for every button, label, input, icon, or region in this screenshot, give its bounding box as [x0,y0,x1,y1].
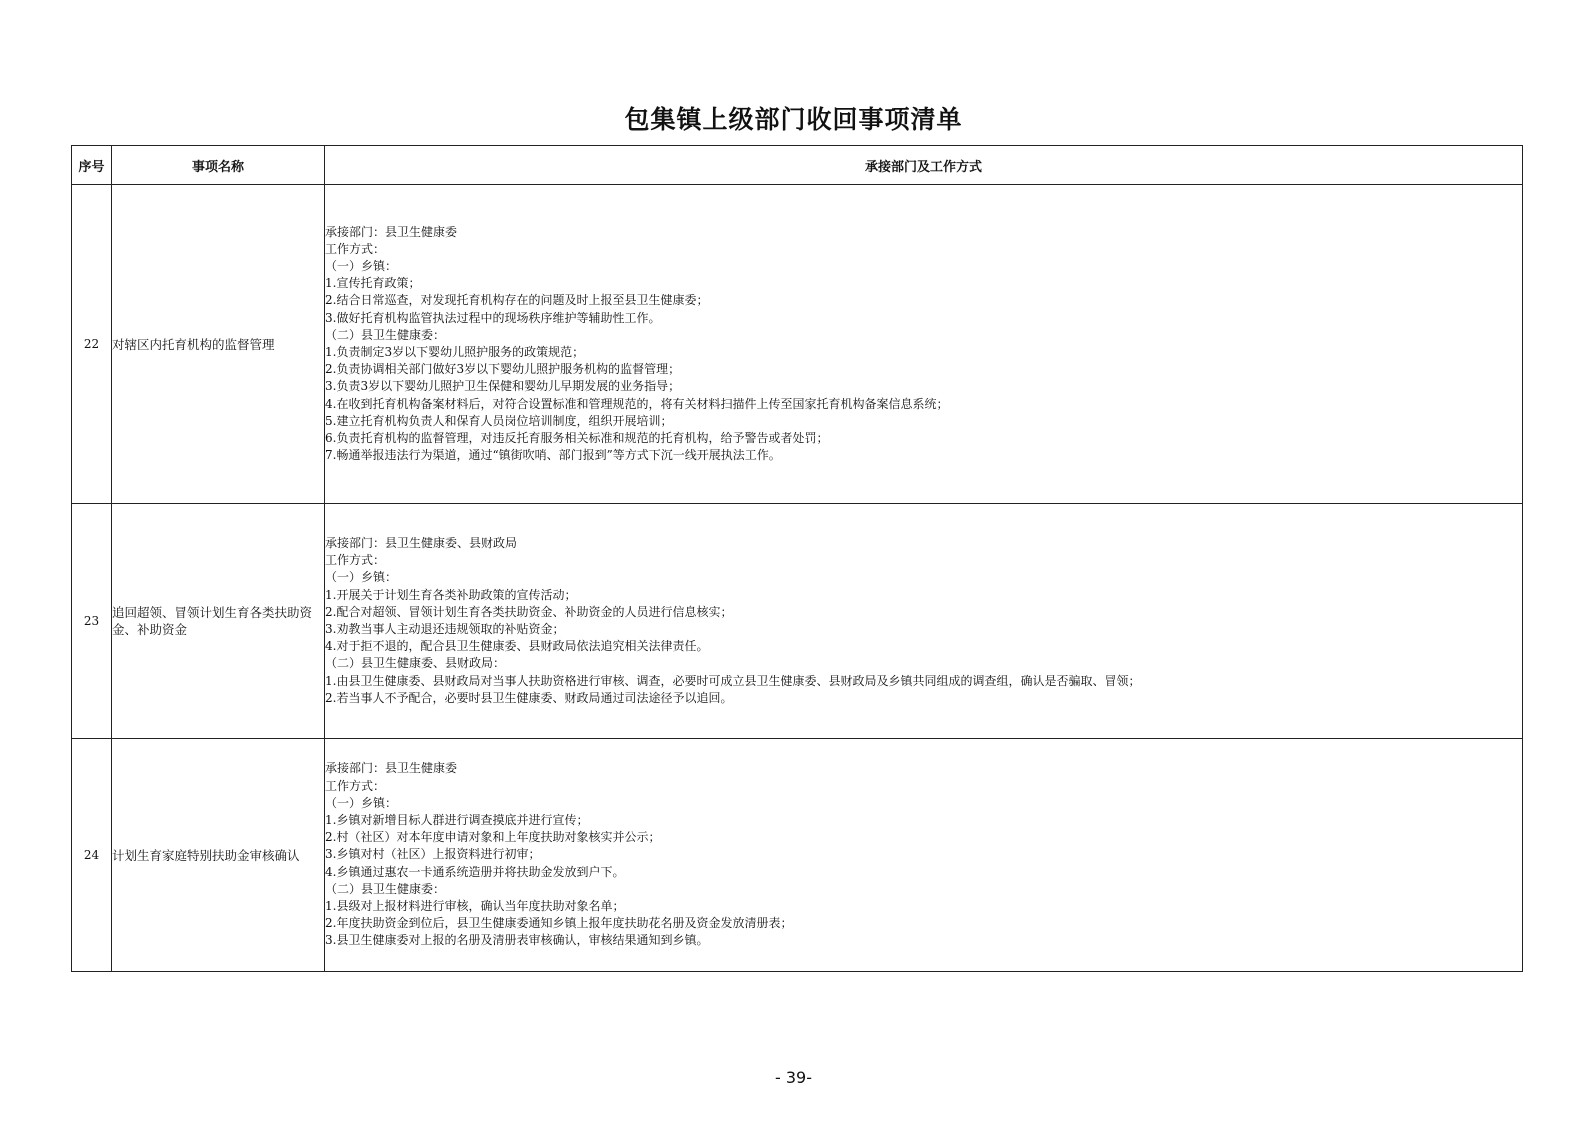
row-number: 22 [72,185,112,504]
detail-line: 2.配合对超领、冒领计划生育各类扶助资金、补助资金的人员进行信息核实； [325,604,733,619]
detail-line: 1.宣传托育政策； [325,276,421,291]
detail-line: 1.县级对上报材料进行审核，确认当年度扶助对象名单； [325,899,625,913]
detail-line: 4.乡镇通过惠农一卡通系统造册并将扶助金发放到户下。 [325,864,625,879]
row-number: 23 [72,504,112,739]
detail-line: 3.县卫生健康委对上报的名册及清册表审核确认，审核结果通知到乡镇。 [325,933,709,948]
detail-line: 3.负责3岁以下婴幼儿照护卫生保健和婴幼儿早期发展的业务指导； [325,379,681,394]
table-row [72,504,1523,739]
detail-line: （二）县卫生健康委： [325,327,446,342]
detail-line: 3.劝教当事人主动退还违规领取的补贴资金； [325,622,565,636]
detail-line: 6.负责托育机构的监督管理，对违反托育服务相关标准和规范的托育机构，给予警告或者处罚； [325,431,829,446]
detail-line: （二）县卫生健康委： [325,881,446,896]
detail-line: 1.乡镇对新增目标人群进行调查摸底并进行宣传； [325,812,589,827]
detail-line: 2.负责协调相关部门做好3岁以下婴幼儿照护服务机构的监督管理； [325,362,681,377]
detail-line: 承接部门：县卫生健康委 [325,224,458,239]
detail-line: 4.对于拒不退的，配合县卫生健康委、县财政局依法追究相关法律责任。 [325,639,709,654]
detail-line: 5.建立托育机构负责人和保育人员岗位培训制度，组织开展培训； [325,413,673,428]
detail-line: 承接部门：县卫生健康委 [325,761,458,776]
item-detail [325,504,1523,739]
detail-line: 7.畅通举报违法行为渠道，通过“镇街吹哨、部门报到”等方式下沉一线开展执法工作。 [325,448,781,463]
detail-line: 工作方式： [325,778,386,793]
table-header-row [72,146,1523,185]
row-number: 24 [72,739,112,972]
page-title: 包集镇上级部门收回事项清单 [624,105,963,134]
detail-line: 承接部门：县卫生健康委、县财政局 [325,535,518,550]
detail-line: 2.年度扶助资金到位后，县卫生健康委通知乡镇上报年度扶助花名册及资金发放清册表； [325,916,793,931]
detail-line: 工作方式： [325,553,386,568]
detail-line: （一）乡镇： [325,258,398,273]
detail-line: （二）县卫生健康委、县财政局： [325,656,506,671]
detail-line: 1.由县卫生健康委、县财政局对当事人扶助资格进行审核、调查，必要时可成立县卫生健康委、县财政局及乡镇共同组成的调查组，确认是否骗取、冒领； [325,673,1141,688]
detail-line: （一）乡镇： [325,795,398,810]
detail-line: 1.开展关于计划生育各类补助政策的宣传活动； [325,587,577,602]
page-number: - 39- [775,1068,812,1087]
table-row [72,185,1523,504]
item-name: 对辖区内托育机构的监督管理 [112,185,325,504]
item-detail [325,185,1523,504]
item-detail [325,739,1523,972]
header-name: 事项名称 [112,146,325,185]
detail-line: （一）乡镇： [325,570,398,585]
detail-line: 4.在收到托育机构备案材料后，对符合设置标准和管理规范的，将有关材料扫描件上传至国家托育机构备案信息系统； [325,396,949,411]
detail-line: 1.负责制定3岁以下婴幼儿照护服务的政策规范； [325,345,585,359]
detail-line: 工作方式： [325,241,386,256]
item-name: 计划生育家庭特别扶助金审核确认 [112,739,325,972]
detail-line: 3.乡镇对村（社区）上报资料进行初审； [325,847,541,862]
header-no: 序号 [72,146,112,185]
item-name: 追回超领、冒领计划生育各类扶助资金、补助资金 [112,504,325,739]
detail-line: 3.做好托育机构监管执法过程中的现场秩序维护等辅助性工作。 [325,310,661,325]
table-row [72,739,1523,972]
detail-line: 2.若当事人不予配合，必要时县卫生健康委、财政局通过司法途径予以追回。 [325,690,733,705]
header-detail: 承接部门及工作方式 [325,146,1523,185]
items-table [71,145,1523,972]
detail-line: 2.村（社区）对本年度申请对象和上年度扶助对象核实并公示； [325,830,661,845]
detail-line: 2.结合日常巡查，对发现托育机构存在的问题及时上报至县卫生健康委； [325,293,709,308]
